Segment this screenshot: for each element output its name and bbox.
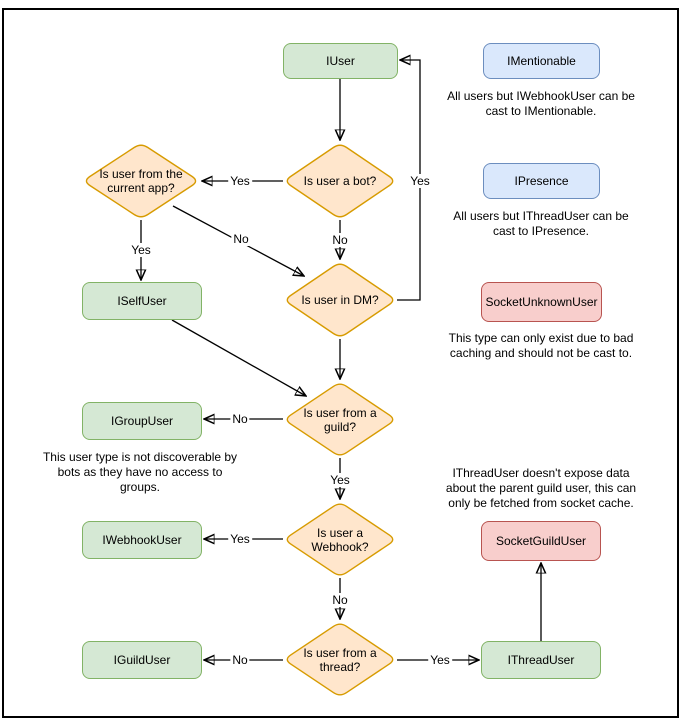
note-ithreaduser (426, 466, 656, 511)
edge-label-webhook-yes: Yes (230, 532, 250, 546)
node-iselfuser (82, 282, 202, 320)
node-label: Is user from the current app? (99, 167, 183, 195)
node-question-thread (283, 621, 397, 698)
node-ithreaduser (481, 641, 601, 679)
node-label: IWebhookUser (102, 533, 182, 547)
note-line: groups. (119, 480, 161, 494)
node-label: IUser (326, 54, 355, 68)
edge-label-dm-yes: Yes (410, 174, 430, 188)
node-iwebhookuser (82, 521, 202, 559)
node-imentionable (483, 43, 600, 79)
node-igroupuser (82, 402, 202, 440)
node-label: IGuildUser (113, 653, 171, 667)
node-label: Is user from a guild? (303, 405, 377, 434)
note-line: This type can only exist due to bad (448, 331, 634, 345)
edge-label-guild-no: No (232, 412, 248, 426)
node-label: IMentionable (507, 54, 576, 68)
node-socketguilduser (481, 521, 601, 561)
note-ipresence (431, 209, 651, 239)
edge-label-app-no: No (233, 232, 249, 246)
node-question-guild (283, 381, 397, 458)
note-line: IThreadUser doesn't expose data (452, 466, 630, 480)
node-label: Is user in DM? (301, 293, 379, 307)
node-ipresence (483, 163, 600, 199)
node-label: IPresence (514, 174, 569, 188)
edge-label-guild-yes: Yes (330, 473, 350, 487)
node-iuser (283, 43, 398, 79)
node-question-current-app (82, 142, 200, 220)
note-igroupuser (30, 450, 250, 495)
note-line: cast to IPresence. (492, 224, 590, 238)
node-label: IThreadUser (507, 653, 575, 667)
note-line: All users but IThreadUser can be (453, 209, 629, 223)
note-line: only be fetched from socket cache. (448, 496, 634, 510)
edge-label-thread-no: No (232, 653, 248, 667)
node-label: Is user a Webhook? (311, 525, 369, 554)
edge-label-bot-no: No (332, 233, 348, 247)
note-socketunknownuser (431, 331, 651, 361)
edge-label-bot-yes: Yes (230, 174, 250, 188)
node-question-webhook (283, 501, 397, 578)
note-line: This user type is not discoverable by (42, 450, 238, 464)
node-iguilduser (82, 641, 202, 679)
note-line: bots as they have no access to (57, 465, 223, 479)
node-label: IGroupUser (110, 414, 174, 428)
node-label: Is user a bot? (303, 174, 377, 188)
note-line: about the parent guild user, this can (445, 481, 637, 495)
node-label: SocketGuildUser (495, 534, 587, 548)
node-question-dm (283, 261, 397, 339)
edge-label-app-yes: Yes (131, 243, 151, 257)
note-line: cast to IMentionable. (485, 104, 597, 118)
node-question-bot (283, 142, 397, 220)
note-line: caching and should not be cast to. (449, 346, 633, 360)
note-imentionable (431, 89, 651, 119)
node-socketunknownuser (481, 282, 602, 322)
note-line: All users but IWebhookUser can be (447, 89, 635, 103)
edge-label-webhook-no: No (332, 593, 348, 607)
node-label: Is user from a thread? (303, 645, 377, 674)
edge-label-thread-yes: Yes (430, 653, 450, 667)
node-label: SocketUnknownUser (485, 295, 598, 309)
node-label: ISelfUser (117, 294, 167, 308)
